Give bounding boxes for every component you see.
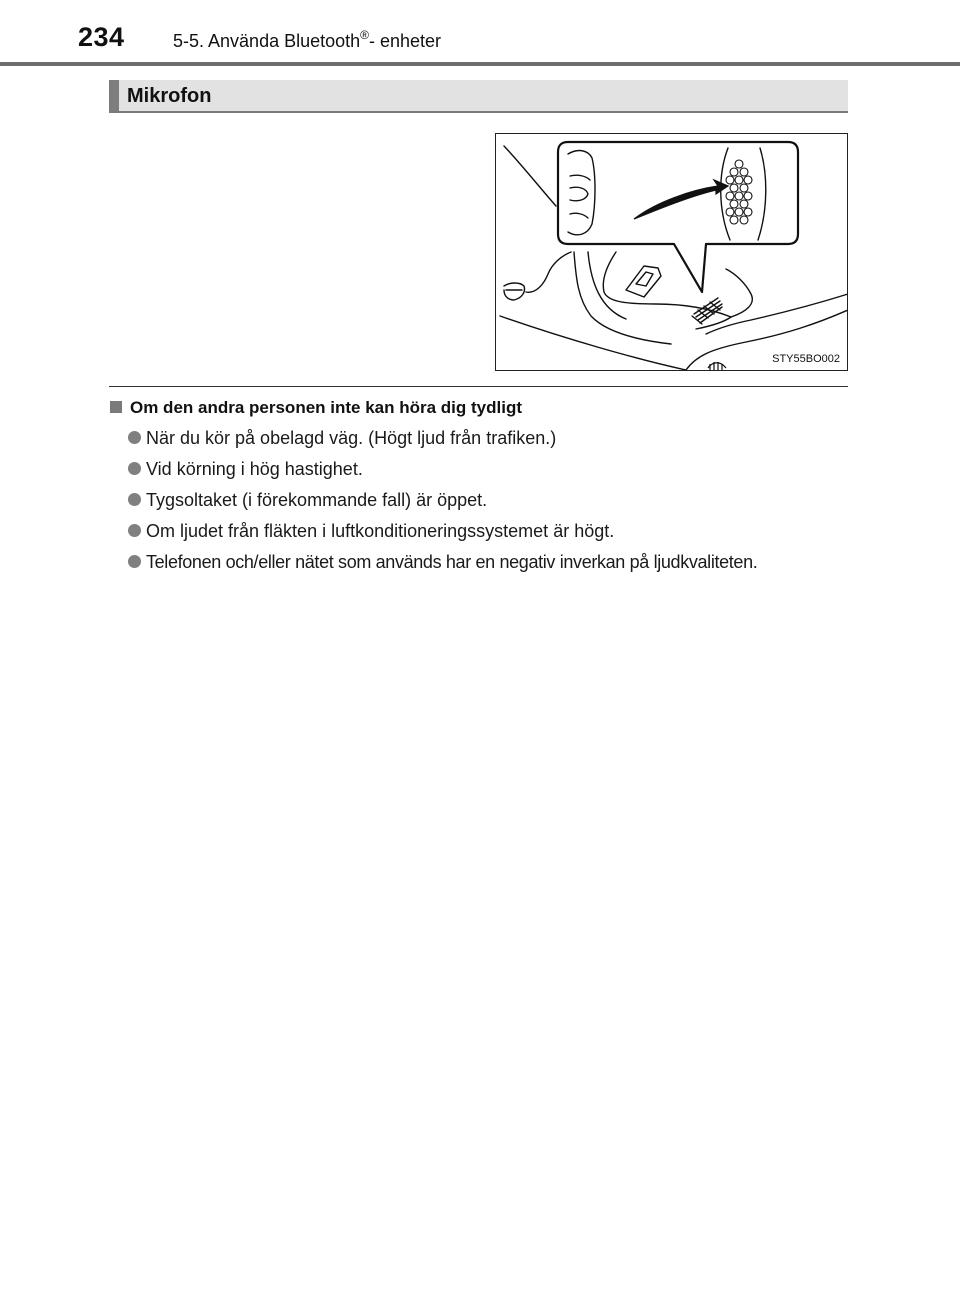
- figure-code: STY55BO002: [772, 353, 840, 365]
- list-item: [128, 550, 757, 581]
- running-head: [173, 28, 442, 52]
- microphone-grille: [726, 160, 752, 224]
- overhead-console-drawing: [496, 134, 848, 371]
- circle-bullet-icon: [128, 462, 141, 475]
- microphone-illustration: [495, 133, 848, 371]
- page-number: 234: [78, 22, 125, 52]
- section-accent: [109, 80, 119, 111]
- list-item: [128, 488, 757, 519]
- list-item: [128, 519, 757, 550]
- list-item-text: Tygsoltaket (i förekommande fall) är öppet.: [146, 490, 488, 510]
- section-divider: [109, 386, 848, 387]
- square-bullet-icon: [110, 401, 122, 413]
- list-item: [128, 426, 757, 457]
- running-head-suffix: - enheter: [369, 31, 442, 51]
- list-item: [128, 457, 757, 488]
- registered-mark: ®: [360, 28, 369, 42]
- circle-bullet-icon: [128, 493, 141, 506]
- subsection-heading-text: Om den andra personen inte kan höra dig tydligt: [130, 398, 522, 417]
- section-title: Mikrofon: [127, 85, 212, 107]
- circle-bullet-icon: [128, 555, 141, 568]
- list-item-text: Vid körning i hög hastighet.: [146, 459, 363, 479]
- condition-list: [128, 426, 757, 581]
- circle-bullet-icon: [128, 524, 141, 537]
- subsection-heading: [110, 398, 522, 418]
- running-head-text: 5-5. Använda Bluetooth: [173, 31, 361, 51]
- list-item-text: Telefonen och/eller nätet som används har en negativ inverkan på ljudkvaliteten.: [146, 552, 758, 572]
- circle-bullet-icon: [128, 431, 141, 444]
- section-header: [109, 80, 848, 113]
- list-item-text: Om ljudet från fläkten i luftkonditioneringssystemet är högt.: [146, 521, 615, 541]
- list-item-text: När du kör på obelagd väg. (Högt ljud från trafiken.): [146, 428, 557, 448]
- header-rule: [0, 62, 960, 66]
